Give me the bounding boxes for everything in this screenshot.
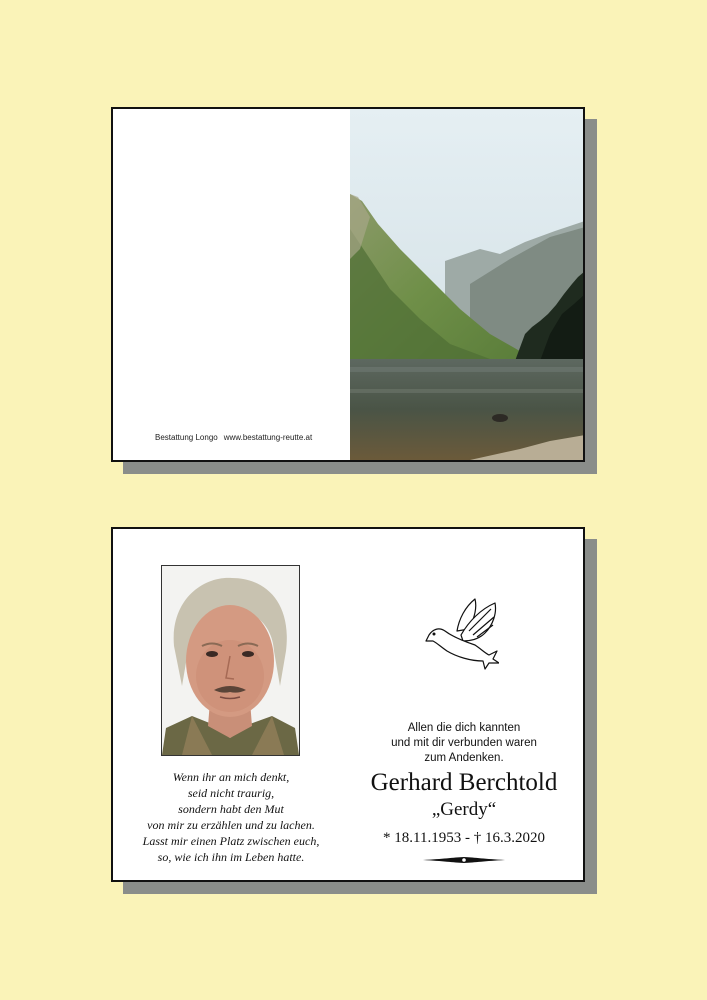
poem-line: sondern habt den Mut xyxy=(178,802,284,816)
poem-line: Lasst mir einen Platz zwischen euch, xyxy=(142,834,320,848)
life-dates: * 18.11.1953 - † 16.3.2020 xyxy=(383,830,545,846)
poem-line: von mir zu erzählen und zu lachen. xyxy=(147,818,315,832)
poem-line: Wenn ihr an mich denkt, xyxy=(172,770,290,784)
portrait-photo xyxy=(161,565,300,756)
funeral-home-footer xyxy=(155,433,312,442)
card-inner-memorial xyxy=(111,527,585,882)
memorial-poem xyxy=(131,769,331,865)
portrait-image xyxy=(162,566,299,755)
remembrance-text xyxy=(353,721,575,766)
funeral-home-website: www.bestattung-reutte.at xyxy=(223,433,313,442)
funeral-home-name: Bestattung Longo xyxy=(155,433,218,442)
card-front-cover xyxy=(111,107,585,462)
deceased-name: Gerhard Berchtold xyxy=(370,769,558,796)
deceased-nickname: „Gerdy“ xyxy=(431,799,497,820)
mountain-lake-photo xyxy=(350,109,585,460)
dove-icon xyxy=(423,595,499,675)
intro-line: Allen die dich kannten xyxy=(407,722,521,734)
poem-line: seid nicht traurig, xyxy=(187,786,275,800)
poem-line: so, wie ich ihn im Leben hatte. xyxy=(157,850,305,864)
intro-line: zum Andenken. xyxy=(424,752,504,764)
intro-line: und mit dir verbunden waren xyxy=(391,737,537,749)
ornament-divider xyxy=(423,856,505,864)
